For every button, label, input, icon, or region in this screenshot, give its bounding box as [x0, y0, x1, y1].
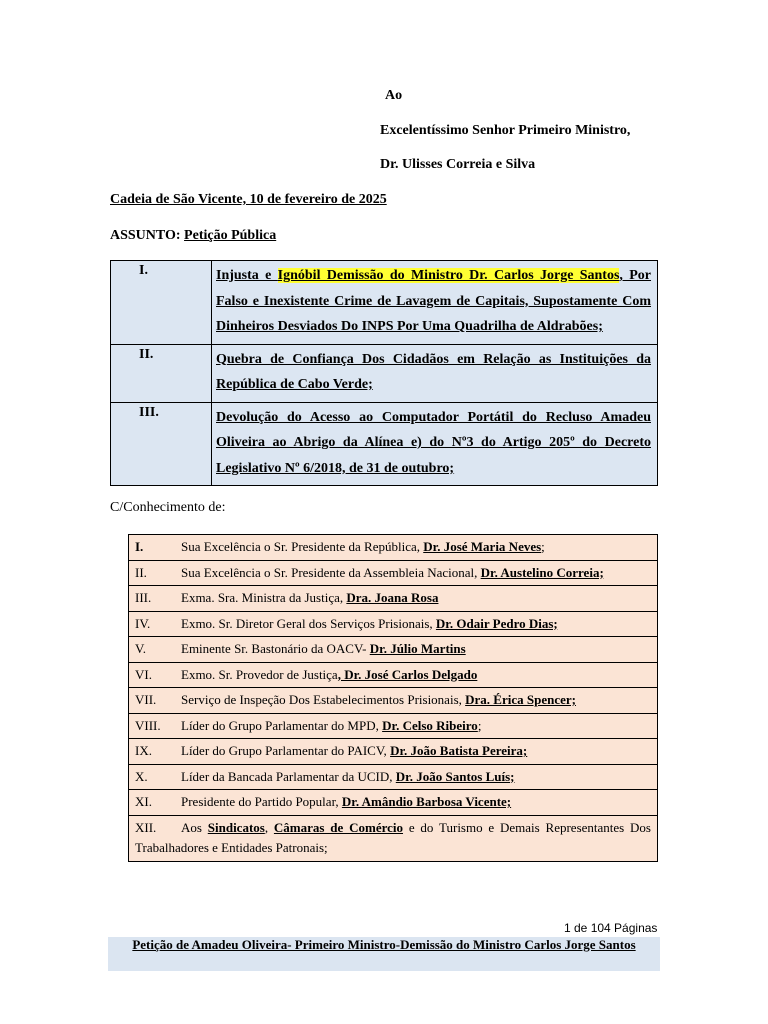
cc-num: XI. — [135, 794, 152, 809]
cc-num: VIII. — [135, 717, 161, 733]
cc-num: IX. — [135, 743, 152, 758]
address-to: Ao — [385, 88, 403, 103]
cc-text: Sua Excelência o Sr. Presidente da Assembleia Nacional, — [181, 564, 481, 580]
cc-name: Dr. Celso Ribeiro — [382, 717, 478, 733]
cc-row: XII. Aos Sindicatos, Câmaras de Comércio e do Turismo e Demais Representantes Dos Trabalhadores e Entidades Patronais; — [129, 815, 658, 861]
cc-table — [128, 534, 658, 862]
cc-text: Exmo. Sr. Provedor de Justiça — [181, 666, 338, 682]
cc-text: Líder do Grupo Parlamentar do PAICV, — [181, 743, 391, 758]
cc-num: VII. — [135, 692, 157, 707]
recipient-name: Dr. Ulisses Correia e Silva — [380, 157, 536, 172]
cc-name: Dra. Joana Rosa — [346, 590, 439, 605]
cc-text: Líder da Bancada Parlamentar da UCID, — [181, 768, 396, 784]
subject-line — [110, 228, 276, 244]
highlighted-text: Ignóbil Demissão do Ministro Dr. Carlos Jorge Santos — [277, 268, 620, 283]
cc-label: C/Conhecimento de: — [110, 500, 226, 515]
cc-tail: ; — [477, 717, 482, 733]
cc-row — [129, 713, 658, 739]
cc-name: Dra. Érica Spencer; — [465, 692, 576, 707]
cc-row — [129, 535, 658, 561]
cc-num: II. — [135, 564, 147, 580]
cc-num: VI. — [135, 666, 152, 682]
cc-row — [129, 637, 658, 663]
cc-num: IV. — [135, 615, 151, 631]
cc-row — [129, 764, 658, 790]
cc-row — [129, 586, 658, 612]
cc-num: X. — [135, 768, 148, 784]
cc-row — [129, 560, 658, 586]
subject-label: ASSUNTO: — [110, 228, 181, 243]
subject-row — [111, 344, 658, 402]
cc-text: Serviço de Inspeção Dos Estabelecimentos Prisionais, — [181, 692, 466, 707]
cc-text: Eminente Sr. Bastonário da OACV- — [181, 641, 370, 656]
cc-text: Sua Excelência o Sr. Presidente da República, — [181, 539, 424, 554]
cc-text: Líder do Grupo Parlamentar do MPD, — [181, 717, 383, 733]
recipient-title: Excelentíssimo Senhor Primeiro Ministro, — [380, 123, 631, 138]
subject-table — [110, 260, 658, 486]
footer-title: Petição de Amadeu Oliveira- Primeiro Ministro-Demissão do Ministro Carlos Jorge Santos — [108, 937, 660, 971]
cc-row — [129, 739, 658, 765]
cc-name: Dr. Júlio Martins — [369, 641, 466, 656]
cc-name: Sindicatos — [207, 819, 265, 835]
cc-name: Dr. João Santos Luís; — [395, 768, 515, 784]
subject-value: Petição Pública — [184, 228, 277, 243]
cc-tail: ; — [541, 539, 545, 554]
cc-name: , Dr. José Carlos Delgado — [337, 666, 478, 682]
cc-text: Exma. Sra. Ministra da Justiça, — [181, 590, 347, 605]
cc-text: Exmo. Sr. Diretor Geral dos Serviços Prisionais, — [181, 615, 436, 631]
cc-name: Dr. José Maria Neves — [423, 539, 542, 554]
cc-row — [129, 611, 658, 637]
cc-text: Presidente do Partido Popular, — [181, 794, 342, 809]
cc-row — [129, 662, 658, 688]
place-date: Cadeia de São Vicente, 10 de fevereiro de 2025 — [110, 192, 387, 207]
cc-name: Dr. Odair Pedro Dias; — [435, 615, 558, 631]
subject-num: III. — [111, 402, 212, 486]
subject-text: Injusta e Ignóbil Demissão do Ministro Dr. Carlos Jorge Santos, Por Falso e Inexistente Crime de Lavagem de Capitais, Supostamente Com Dinheiros Desviados Do INPS Por Uma Quadrilha de Aldrabões; — [212, 261, 658, 345]
subject-row — [111, 261, 658, 345]
cc-num: III. — [135, 590, 152, 605]
subject-row — [111, 402, 658, 486]
cc-num: XII. — [135, 819, 157, 835]
subject-text: Devolução do Acesso ao Computador Portátil do Recluso Amadeu Oliveira ao Abrigo da Alínea e) do Nº3 do Artigo 205º do Decreto Legislativo Nº 6/2018, de 31 de outubro; — [212, 402, 658, 486]
subject-num: II. — [111, 344, 212, 402]
cc-name: Câmaras de Comércio — [273, 819, 404, 835]
subject-num: I. — [111, 261, 212, 345]
cc-num: V. — [135, 641, 146, 656]
cc-num: I. — [135, 539, 144, 554]
cc-name: Dr. João Batista Pereira; — [390, 743, 528, 758]
cc-name: Dr. Amândio Barbosa Vicente; — [341, 794, 512, 809]
cc-row — [129, 790, 658, 816]
cc-name: Dr. Austelino Correia; — [480, 564, 604, 580]
cc-row — [129, 688, 658, 714]
page-number: 1 de 104 Páginas — [564, 921, 658, 935]
subject-text: Quebra de Confiança Dos Cidadãos em Relação as Instituições da República de Cabo Verde; — [212, 344, 658, 402]
